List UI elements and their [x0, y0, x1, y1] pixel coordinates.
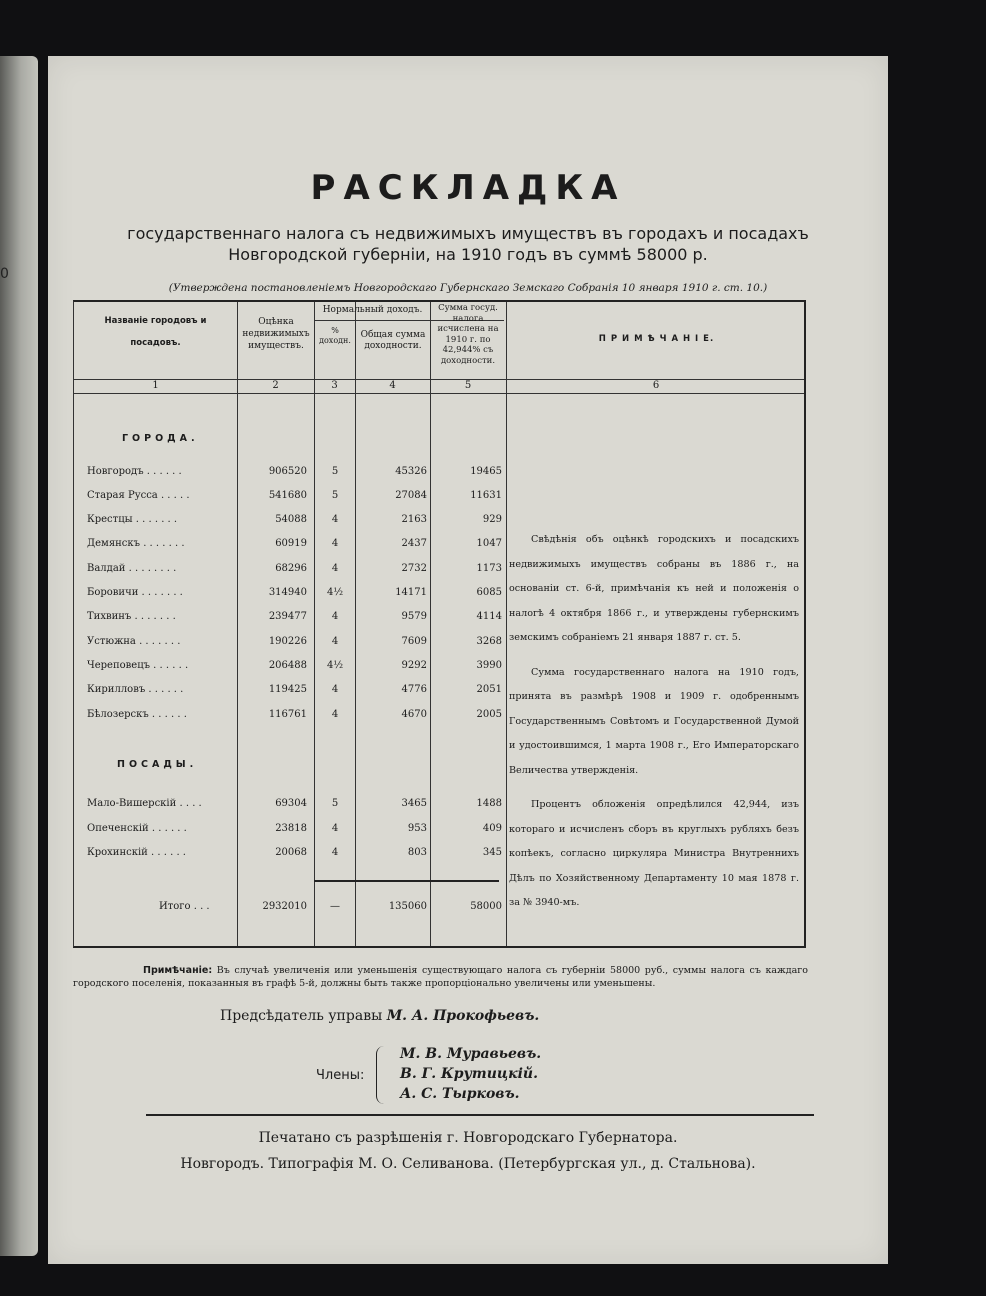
col-number: 1 — [152, 380, 159, 391]
col-number: 3 — [331, 380, 338, 391]
previous-page-edge — [0, 56, 38, 1256]
total-rule — [314, 880, 499, 882]
header-normal-income: Нормальный доходъ. — [322, 305, 423, 315]
table-row: Кирилловъ . . . . . . 119425 4 4776 2051 — [87, 684, 502, 695]
printing-permission: Печатано съ разрѣшенія г. Новгородскаго Губернатора. — [258, 1130, 678, 1146]
table-row: Крохинскій . . . . . . 20068 4 803 345 — [87, 847, 502, 858]
header-remark: П Р И М Ѣ Ч А Н І Е. — [598, 334, 715, 344]
table-row: Мало-Вишерскій . . . . 69304 5 3465 1488 — [87, 798, 502, 809]
member-name: А. С. Тырковъ. — [400, 1086, 520, 1102]
header-name: Названіе городовъ и посадовъ. — [104, 316, 207, 348]
chairman-name: М. А. Прокофьевъ. — [386, 1008, 540, 1024]
footnote-label: Примѣчаніе: — [143, 965, 213, 976]
tax-table — [73, 300, 806, 948]
chairman-label: Предсѣдатель управы — [220, 1008, 383, 1024]
col-number: 6 — [652, 380, 660, 391]
table-row: Новгородъ . . . . . . 906520 5 45326 19465 — [87, 466, 502, 477]
header-line — [74, 393, 804, 394]
section-cities: ГОРОДА. — [122, 433, 199, 444]
document-title: РАСКЛАДКА — [310, 168, 626, 208]
col-number: 2 — [272, 380, 279, 391]
table-row: Тихвинъ . . . . . . . 239477 4 9579 4114 — [87, 611, 502, 622]
section-posads: ПОСАДЫ. — [117, 759, 198, 770]
table-row: Крестцы . . . . . . . 54088 4 2163 929 — [87, 514, 502, 525]
member-name: М. В. Муравьевъ. — [400, 1046, 542, 1062]
chairman-line — [220, 1008, 539, 1024]
printing-house: Новгородъ. Типографія М. О. Селиванова. (Петербургская ул., д. Стальнова). — [180, 1156, 756, 1172]
remark-paragraph-2: Сумма государственнаго налога на 1910 годъ, принята въ размѣрѣ 1908 и 1909 г. одобреннымъ Государственнымъ Совѣтомъ и Государственной Думой и удостоившимся, 1 марта 1908 г., Его Императорскаго Величества утвержденія. — [509, 666, 799, 776]
member-name: В. Г. Крутицкій. — [400, 1066, 538, 1082]
table-row: Боровичи . . . . . . . 314940 4½ 14171 6085 — [87, 587, 502, 598]
footnote — [73, 964, 808, 990]
members-label: Члены: — [316, 1068, 365, 1083]
previous-page-mark: 0 — [0, 266, 9, 282]
header-total-income: Общая сумма доходности. — [360, 330, 426, 351]
col-number: 4 — [389, 380, 396, 391]
total-row: Итого . . . 2932010 — 135060 58000 — [159, 901, 502, 912]
header-percent: % доходн. — [319, 326, 351, 345]
header-tax-sum: Сумма госуд. налога исчислена на 1910 г. по 42,944% съ доходности. — [437, 303, 499, 366]
approval-note: (Утверждена постановленіемъ Новгородскаго Губернскаго Земскаго Собранія 10 января 1910 г. ст. 10.) — [168, 282, 768, 294]
col-number: 5 — [464, 380, 472, 391]
document-page — [48, 56, 888, 1264]
subtitle-line-1: государственнаго налога съ недвижимыхъ имуществъ въ городахъ и посадахъ — [127, 224, 809, 243]
table-row: Валдай . . . . . . . . 68296 4 2732 1173 — [87, 563, 502, 574]
table-row: Демянскъ . . . . . . . 60919 4 2437 1047 — [87, 538, 502, 549]
footnote-text: Въ случаѣ увеличенія или уменьшенія существующаго налога съ губерніи 58000 руб., суммы налога съ каждаго городского поселенія, показанныя въ графѣ 5-й, должны быть также пропорціонально увеличены или уменьшены. — [73, 965, 808, 989]
table-row: Бѣлозерскъ . . . . . . 116761 4 4670 2005 — [87, 709, 502, 720]
table-row: Череповецъ . . . . . . 206488 4½ 9292 3990 — [87, 660, 502, 671]
table-row: Старая Русса . . . . . 541680 5 27084 11631 — [87, 490, 502, 501]
remark-paragraph-3: Процентъ обложенія опредѣлился 42,944, изъ котораго и исчисленъ сборъ въ круглыхъ рубляхъ безъ копѣекъ, согласно циркуляра Министра Внутреннихъ Дѣлъ по Хозяйственному Департаменту 10 мая 1878 г. за № 3940-мъ. — [509, 799, 799, 908]
subtitle-line-2: Новгородской губерніи, на 1910 годъ въ суммѣ 58000 р. — [228, 245, 708, 264]
remark-paragraph-1: Свѣдѣнія объ оцѣнкѣ городскихъ и посадскихъ недвижимыхъ имуществъ собраны въ 1886 г., на основаніи ст. 6-й, примѣчанія къ ней и положенія о налогѣ 4 октября 1866 г., и утверждены губернскимъ земскимъ собраніемъ 21 января 1887 г. ст. 5. — [509, 534, 799, 643]
printing-rule — [146, 1114, 814, 1116]
remarks-column — [509, 528, 799, 926]
header-valuation: Оцѣнка недвижимыхъ имуществъ. — [242, 317, 310, 351]
table-row: Устюжна . . . . . . . 190226 4 7609 3268 — [87, 636, 502, 647]
members-brace — [376, 1046, 387, 1104]
table-row: Опеченскій . . . . . . 23818 4 953 409 — [87, 823, 502, 834]
